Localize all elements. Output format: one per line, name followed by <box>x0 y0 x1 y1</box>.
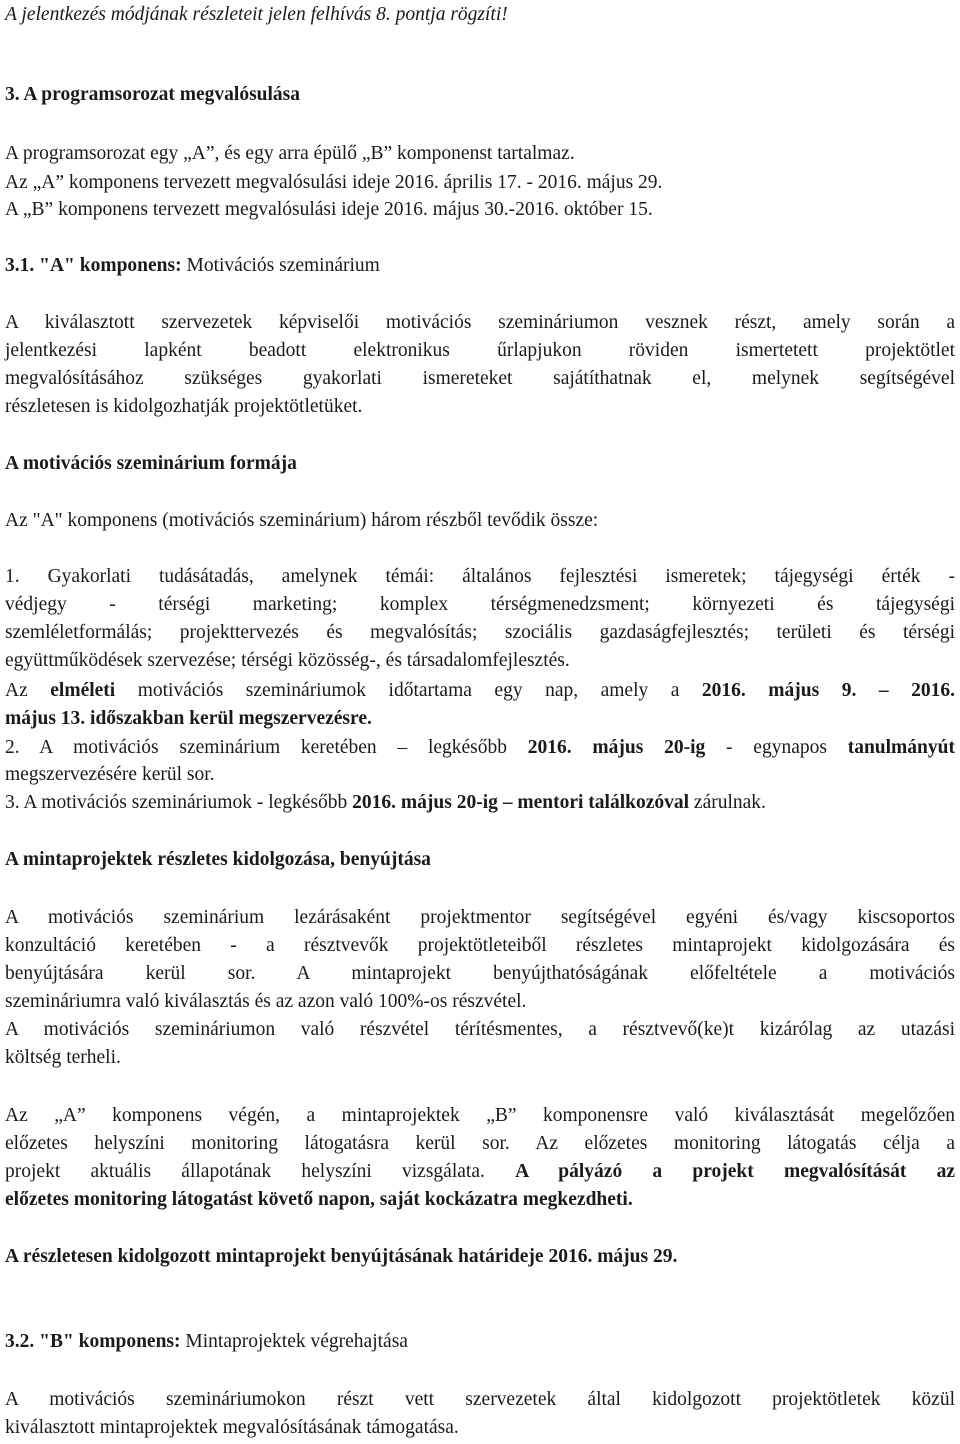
mintaprojekt-para-3-line-1: Az „A” komponens végén, a mintaprojektek „B” komponensre való kiválasztását megelőzően <box>5 1105 955 1126</box>
mintaprojekt-para-2-line-2: költség terheli. <box>5 1047 121 1068</box>
section-3-2-heading-label: 3.2. "B" komponens: <box>5 1331 181 1352</box>
duration-text-c: motivációs szemináriumok időtartama egy nap, amely a <box>115 680 702 701</box>
mintaprojekt-para-3-line-4: előzetes monitoring látogatást követő napon, saját kockázatra megkezdheti. <box>5 1189 633 1210</box>
form-heading: A motivációs szeminárium formája <box>5 453 297 474</box>
section-3-line-2: Az „A” komponens tervezett megvalósulási ideje 2016. április 17. - 2016. május 29. <box>5 172 663 193</box>
mintaprojekt-para-3-text-a: projekt aktuális állapotának helyszíni vizsgálata. <box>5 1161 516 1182</box>
item-2-line-2: megszervezésére kerül sor. <box>5 764 215 785</box>
section-3-1-para-line-1: A kiválasztott szervezetek képviselői motivációs szemináriumon vesznek részt, amely során a <box>5 312 955 333</box>
item-3-text-a: 3. A motivációs szemináriumok - legkésőbb <box>5 792 353 813</box>
intro-note: A jelentkezés módjának részleteit jelen felhívás 8. pontja rögzíti! <box>5 4 508 25</box>
item-1-line-1: 1. Gyakorlati tudásátadás, amelynek témái: általános fejlesztési ismeretek; tájegységi érték - <box>5 566 955 587</box>
item-3-text-c: zárulnak. <box>689 792 766 813</box>
duration-text-b: elméleti <box>50 680 116 701</box>
item-2-text-a: 2. A motivációs szeminárium keretében – legkésőbb <box>5 737 528 758</box>
section-3-2-para-line-2: kiválasztott mintaprojektek megvalósításának támogatása. <box>5 1417 459 1438</box>
mintaprojekt-para-3-line-3 <box>5 1159 955 1185</box>
duration-text-d: 2016. május 9. <box>701 680 857 701</box>
mintaprojekt-para-3-text-b: A pályázó a projekt megvalósítását az <box>515 1161 955 1182</box>
item-1-line-3: szemléletformálás; projekttervezés és megvalósítás; szociális gazdaságfejlesztés; területi és térségi <box>5 622 955 643</box>
item-1-line-2: védjegy - térségi marketing; komplex térségmenedzsment; környezeti és tájegységi <box>5 594 955 615</box>
section-3-1-heading-title: Motivációs szeminárium <box>181 255 380 276</box>
duration-text-e: – <box>856 680 912 701</box>
mintaprojekt-para-1-line-1: A motivációs szeminárium lezárásaként projektmentor segítségével egyéni és/vagy kiscsoportos <box>5 907 955 928</box>
section-3-2-heading-title: Mintaprojektek végrehajtása <box>180 1331 408 1352</box>
duration-line-1 <box>5 678 955 704</box>
item-2-line-1 <box>5 735 955 761</box>
item-3-text-b: 2016. május 20-ig – mentori találkozóval <box>352 792 690 813</box>
form-intro: Az "A" komponens (motivációs szeminárium) három részből tevődik össze: <box>5 510 599 531</box>
item-2-text-b: 2016. május 20-ig <box>527 737 706 758</box>
mintaprojekt-para-1-line-2: konzultáció keretében - a résztvevők projektötleteiből részletes mintaprojekt kidolgozására és <box>5 935 955 956</box>
duration-line-2: május 13. időszakban kerül megszervezésre. <box>5 708 372 729</box>
section-3-line-3: A „B” komponens tervezett megvalósulási ideje 2016. május 30.-2016. október 15. <box>5 199 653 220</box>
section-3-2-para-line-1: A motivációs szemináriumokon részt vett szervezetek által kidolgozott projektötletek közül <box>5 1389 955 1410</box>
item-2-text-d: tanulmányút <box>847 737 955 758</box>
mintaprojekt-heading: A mintaprojektek részletes kidolgozása, benyújtása <box>5 849 431 870</box>
mintaprojekt-para-3-line-2: előzetes helyszíni monitoring látogatásra kerül sor. Az előzetes monitoring látogatás célja a <box>5 1133 955 1154</box>
duration-text-a: Az <box>5 680 51 701</box>
section-3-1-para-line-2: jelentkezési lapként beadott elektronikus űrlapjukon röviden ismertetett projektötlet <box>5 340 955 361</box>
section-3-heading: 3. A programsorozat megvalósulása <box>5 84 301 105</box>
mintaprojekt-para-1-line-3: benyújtására kerül sor. A mintaprojekt benyújthatóságának előfeltétele a motivációs <box>5 963 955 984</box>
mintaprojekt-para-1-line-4: szemináriumra való kiválasztás és az azon való 100%-os részvétel. <box>5 991 527 1012</box>
section-3-1-para-line-4: részletesen is kidolgozhatják projektötletüket. <box>5 396 363 417</box>
section-3-line-1: A programsorozat egy „A”, és egy arra épülő „B” komponenst tartalmaz. <box>5 143 575 164</box>
item-3-line <box>5 790 955 816</box>
section-3-1-heading <box>5 253 955 279</box>
section-3-2-heading <box>5 1329 955 1355</box>
section-3-1-heading-label: 3.1. "A" komponens: <box>5 255 182 276</box>
item-2-text-c: - egynapos <box>705 737 848 758</box>
mintaprojekt-para-2-line-1: A motivációs szemináriumon való részvétel térítésmentes, a résztvevő(ke)t kizárólag az utazási <box>5 1019 955 1040</box>
submission-deadline: A részletesen kidolgozott mintaprojekt benyújtásának határideje 2016. május 29. <box>5 1246 678 1267</box>
duration-text-f: 2016. <box>911 680 955 701</box>
item-1-line-4: együttműködések szervezése; térségi közösség-, és társadalomfejlesztés. <box>5 650 570 671</box>
section-3-1-para-line-3: megvalósításához szükséges gyakorlati ismereteket sajátíthatnak el, melynek segítségével <box>5 368 955 389</box>
